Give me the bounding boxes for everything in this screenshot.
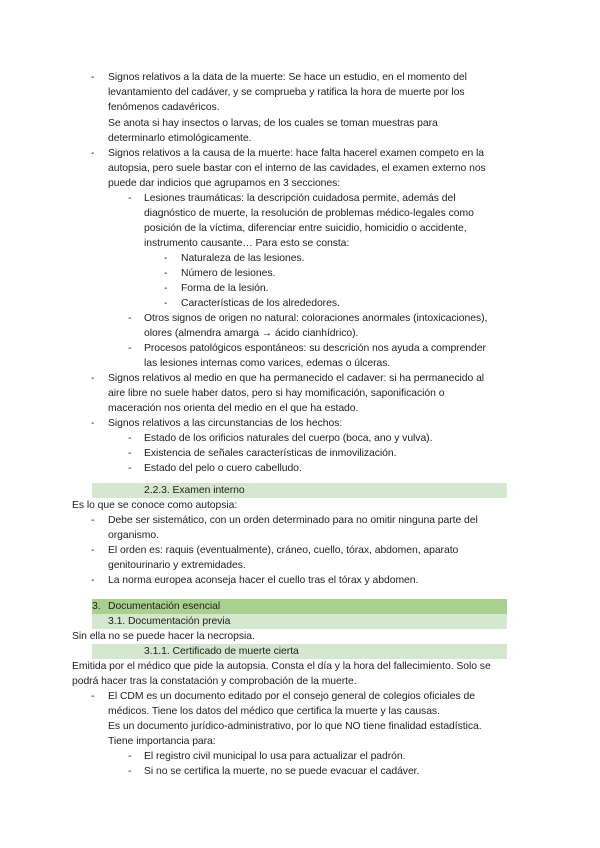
bullet-dash: -	[128, 766, 132, 777]
subsubitem-text: Forma de la lesión.	[181, 283, 269, 294]
bullet-dash: -	[91, 515, 95, 526]
item-text: Signos relativos a la causa de la muerte: hace falta hacerel examen competo en la	[108, 148, 485, 159]
subitem-text: las lesiones internas como varices, edemas o úlceras.	[144, 358, 391, 369]
item-text: Debe ser sistemático, con un orden determinado para no omitir ninguna parte del	[108, 515, 478, 526]
item-text: Tiene importancia para:	[108, 736, 216, 747]
paragraph-text: Emitida por el médico que pide la autopsia. Consta el día y la hora del fallecimiento. Solo se	[72, 661, 491, 672]
bullet-dash: -	[164, 268, 168, 279]
section-heading: 2.2.3. Examen interno	[144, 485, 245, 496]
bullet-dash: -	[91, 545, 95, 556]
bullet-dash: -	[164, 298, 168, 309]
item-text: El orden es: raquis (eventualmente), cráneo, cuello, tórax, abdomen, aparato	[108, 545, 459, 556]
item-text: genitourinario y extremidades.	[108, 560, 246, 571]
bullet-dash: -	[164, 253, 168, 264]
bullet-dash: -	[91, 575, 95, 586]
bullet-dash: -	[128, 313, 132, 324]
subitem-text: diagnóstico de muerte, la resolución de problemas médico-legales como	[144, 208, 474, 219]
subsection-heading: 3.1. Documentación previa	[108, 616, 231, 627]
subitem-text: Lesiones traumáticas: la descripción cuidadosa permite, además del	[144, 193, 456, 204]
item-text: puede dar indicios que agrupamos en 3 secciones:	[108, 178, 341, 189]
section-number: 3.	[92, 601, 101, 612]
item-text: Signos relativos al medio en que ha permanecido el cadaver: si ha permanecido al	[108, 373, 485, 384]
item-text: aire libre no suele haber datos, pero si hay momificación, saponificación o	[108, 388, 445, 399]
bullet-dash: -	[91, 148, 95, 159]
subitem-text: instrumento causante… Para esto se consta:	[144, 238, 350, 249]
item-text: fenómenos cadavéricos.	[108, 102, 220, 113]
item-text: Signos relativos a la data de la muerte: Se hace un estudio, en el momento del	[108, 72, 467, 83]
paragraph-text: Sin ella no se puede hacer la necropsia.	[72, 631, 255, 642]
bullet-dash: -	[128, 751, 132, 762]
subitem-text: Otros signos de origen no natural: coloraciones anormales (intoxicaciones),	[144, 313, 488, 324]
subitem-text: Procesos patológicos espontáneos: su descrición nos ayuda a comprender	[144, 343, 486, 354]
bullet-dash: -	[91, 72, 95, 83]
bullet-dash: -	[128, 433, 132, 444]
bullet-dash: -	[128, 343, 132, 354]
item-text: El CDM es un documento editado por el consejo general de colegios oficiales de	[108, 691, 475, 702]
subitem-text: Estado del pelo o cuero cabelludo.	[144, 463, 302, 474]
item-text: maceración nos orienta del medio en el que ha estado.	[108, 403, 359, 414]
subitem-text: Estado de los orificios naturales del cuerpo (boca, ano y vulva).	[144, 433, 433, 444]
subitem-text: El registro civil municipal lo usa para actualizar el padrón.	[144, 751, 406, 762]
item-text: Signos relativos a las circunstancias de los hechos:	[108, 418, 343, 429]
section-heading: Documentación esencial	[108, 601, 221, 612]
item-text: Se anota si hay insectos o larvas, de los cuales se toman muestras para	[108, 118, 438, 129]
paragraph-text: podrá hacer tras la constatación y comprobación de la muerte.	[72, 676, 357, 687]
bullet-dash: -	[128, 463, 132, 474]
item-text: levantamiento del cadáver, y se comprueba y ratifica la hora de muerte por los	[108, 87, 465, 98]
subitem-text: Existencia de señales características de inmovilización.	[144, 448, 397, 459]
item-text: La norma europea aconseja hacer el cuello tras el tórax y abdomen.	[108, 575, 419, 586]
subitem-text: Si no se certifica la muerte, no se puede evacuar el cadáver.	[144, 766, 420, 777]
bullet-dash: -	[91, 418, 95, 429]
bullet-dash: -	[128, 193, 132, 204]
item-text: organismo.	[108, 530, 159, 541]
item-text: autopsia, pero suele bastar con el interno de las cavidades, el examen externo nos	[108, 163, 486, 174]
item-text: Es un documento jurídico-administrativo, por lo que NO tiene finalidad estadística.	[108, 721, 482, 732]
subsubsection-heading: 3.1.1. Certificado de muerte cierta	[144, 646, 299, 657]
subsubitem-text: Número de lesiones.	[181, 268, 276, 279]
item-text: determinarlo etimológicamente.	[108, 133, 252, 144]
subsubitem-text: Naturaleza de las lesiones.	[181, 253, 305, 264]
bullet-dash: -	[91, 373, 95, 384]
bullet-dash: -	[128, 448, 132, 459]
subsubitem-text: Características de los alrededores.	[181, 298, 340, 309]
intro-text: Es lo que se conoce como autopsia:	[72, 500, 238, 511]
subitem-text: olores (almendra amarga → ácido cianhídrico).	[144, 328, 359, 339]
item-text: médicos. Tiene los datos del médico que certifica la muerte y las causas.	[108, 706, 440, 717]
bullet-dash: -	[164, 283, 168, 294]
bullet-dash: -	[91, 691, 95, 702]
subitem-text: posición de la víctima, diferenciar entre suicidio, homicidio o accidente,	[144, 223, 467, 234]
